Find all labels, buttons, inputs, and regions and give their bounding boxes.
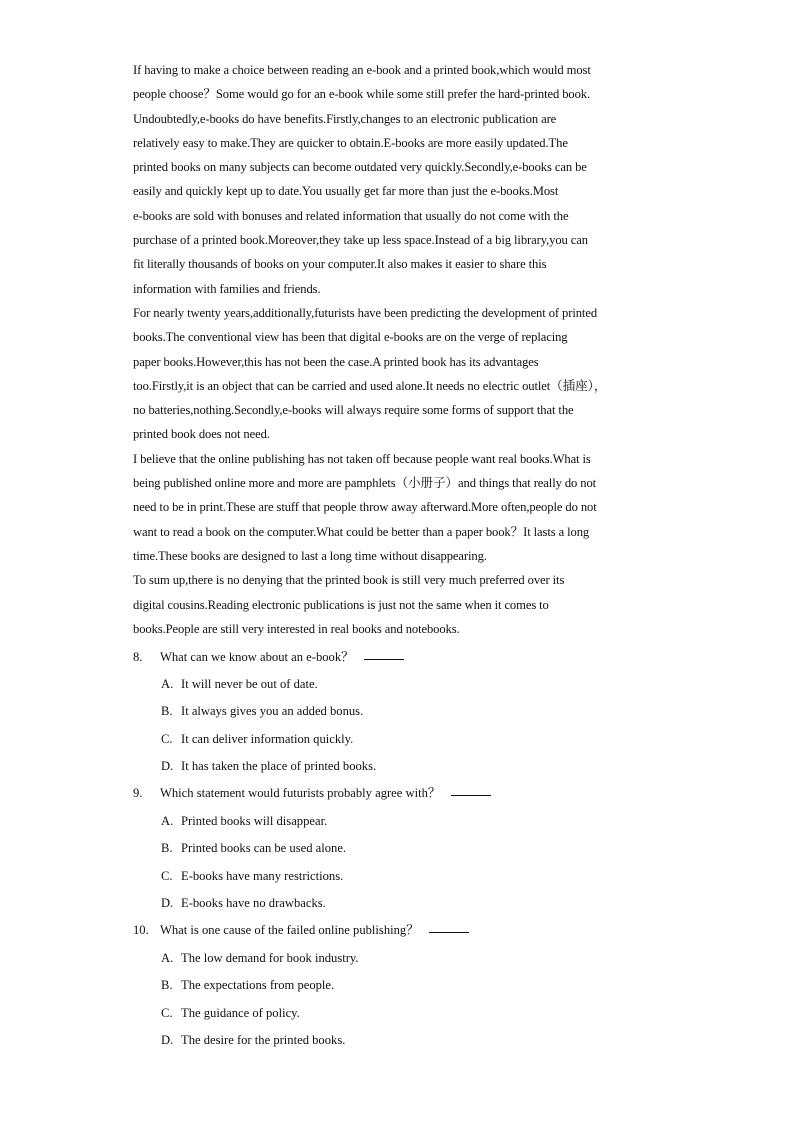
option-letter: A.	[161, 950, 174, 965]
option-letter: C.	[161, 731, 173, 746]
passage-line: time.These books are designed to last a long time without disappearing.	[133, 548, 487, 563]
option-text: It will never be out of date.	[181, 676, 318, 691]
option-c[interactable]	[133, 727, 673, 751]
passage-line: fit literally thousands of books on your computer.It also makes it easier to share this	[133, 257, 547, 272]
passage-line: To sum up,there is no denying that the printed book is still very much preferred over its	[133, 573, 565, 588]
option-letter: B.	[161, 978, 173, 993]
option-c[interactable]	[133, 864, 673, 888]
option-d[interactable]	[133, 1028, 673, 1052]
option-text: Printed books can be used alone.	[181, 841, 347, 856]
option-text: It always gives you an added bonus.	[181, 704, 364, 719]
option-letter: D.	[161, 1032, 174, 1047]
passage-line: printed book does not need.	[133, 427, 270, 442]
question-number: 9.	[133, 786, 143, 801]
option-c[interactable]	[133, 1001, 673, 1025]
option-text: E-books have no drawbacks.	[181, 896, 326, 911]
option-letter: D.	[161, 759, 174, 774]
passage-line: books.People are still very interested in real books and notebooks.	[133, 621, 460, 636]
question-number: 8.	[133, 649, 143, 664]
option-d[interactable]	[133, 891, 673, 915]
passage-line: If having to make a choice between reading an e-book and a printed book,which would most	[133, 63, 591, 77]
question-text: What can we know about an e-book？	[160, 649, 354, 664]
option-text: The expectations from people.	[181, 978, 335, 993]
passage-line: no batteries,nothing.Secondly,e-books will always require some forms of support that the	[133, 403, 574, 418]
option-b[interactable]	[133, 836, 673, 860]
option-a[interactable]	[133, 809, 673, 833]
passage-line: being published online more and more are pamphlets（小册子）and things that really do not	[133, 476, 597, 491]
passage-line: relatively easy to make.They are quicker to obtain.E-books are more easily updated.The	[133, 135, 568, 150]
option-letter: A.	[161, 676, 174, 691]
option-b[interactable]	[133, 699, 673, 723]
passage-line: Undoubtedly,e-books do have benefits.Firstly,changes to an electronic publication are	[133, 111, 557, 126]
passage-line: I believe that the online publishing has not taken off because people want real books.What is	[133, 451, 591, 466]
option-text: The low demand for book industry.	[181, 950, 359, 965]
answer-blank[interactable]	[429, 918, 469, 933]
reading-passage	[133, 58, 673, 641]
question-list	[133, 645, 673, 1052]
passage-line: people choose？Some would go for an e-book while some still prefer the hard-printed book.	[133, 87, 591, 102]
option-letter: C.	[161, 1005, 173, 1020]
option-a[interactable]	[133, 946, 673, 970]
option-letter: B.	[161, 841, 173, 856]
option-letter: C.	[161, 868, 173, 883]
question-text: Which statement would futurists probably agree with？	[160, 786, 441, 801]
question-9	[133, 781, 673, 805]
option-text: It can deliver information quickly.	[181, 731, 354, 746]
option-text: The guidance of policy.	[181, 1005, 300, 1020]
passage-line: printed books on many subjects can become outdated very quickly.Secondly,e-books can be	[133, 160, 587, 175]
option-a[interactable]	[133, 672, 673, 696]
passage-line: need to be in print.These are stuff that people throw away afterward.More often,people do not	[133, 500, 597, 515]
passage-line: books.The conventional view has been that digital e-books are on the verge of replacing	[133, 330, 568, 345]
option-letter: B.	[161, 704, 173, 719]
option-b[interactable]	[133, 973, 673, 997]
question-text: What is one cause of the failed online publishing？	[160, 923, 419, 938]
question-10	[133, 918, 673, 942]
passage-line: too.Firstly,it is an object that can be carried and used alone.It needs no electric outlet（插座），	[133, 378, 607, 393]
answer-blank[interactable]	[451, 781, 491, 796]
passage-line: information with families and friends.	[133, 281, 321, 296]
option-d[interactable]	[133, 754, 673, 778]
option-text: The desire for the printed books.	[181, 1032, 346, 1047]
question-8	[133, 645, 673, 669]
option-text: E-books have many restrictions.	[181, 868, 344, 883]
passage-line: e-books are sold with bonuses and related information that usually do not come with the	[133, 208, 569, 223]
answer-blank[interactable]	[364, 645, 404, 660]
passage-line: purchase of a printed book.Moreover,they take up less space.Instead of a big library,you can	[133, 233, 588, 248]
option-letter: D.	[161, 896, 174, 911]
passage-line: digital cousins.Reading electronic publications is just not the same when it comes to	[133, 597, 549, 612]
passage-line: easily and quickly kept up to date.You usually get far more than just the e-books.Most	[133, 184, 559, 199]
option-text: It has taken the place of printed books.	[181, 759, 377, 774]
passage-line: want to read a book on the computer.What could be better than a paper book？It lasts a long	[133, 524, 590, 539]
option-letter: A.	[161, 813, 174, 828]
document-page	[133, 58, 673, 1052]
passage-line: paper books.However,this has not been the case.A printed book has its advantages	[133, 354, 539, 369]
option-text: Printed books will disappear.	[181, 813, 328, 828]
question-number: 10.	[133, 923, 149, 938]
passage-line: For nearly twenty years,additionally,futurists have been predicting the development of printed	[133, 305, 598, 320]
